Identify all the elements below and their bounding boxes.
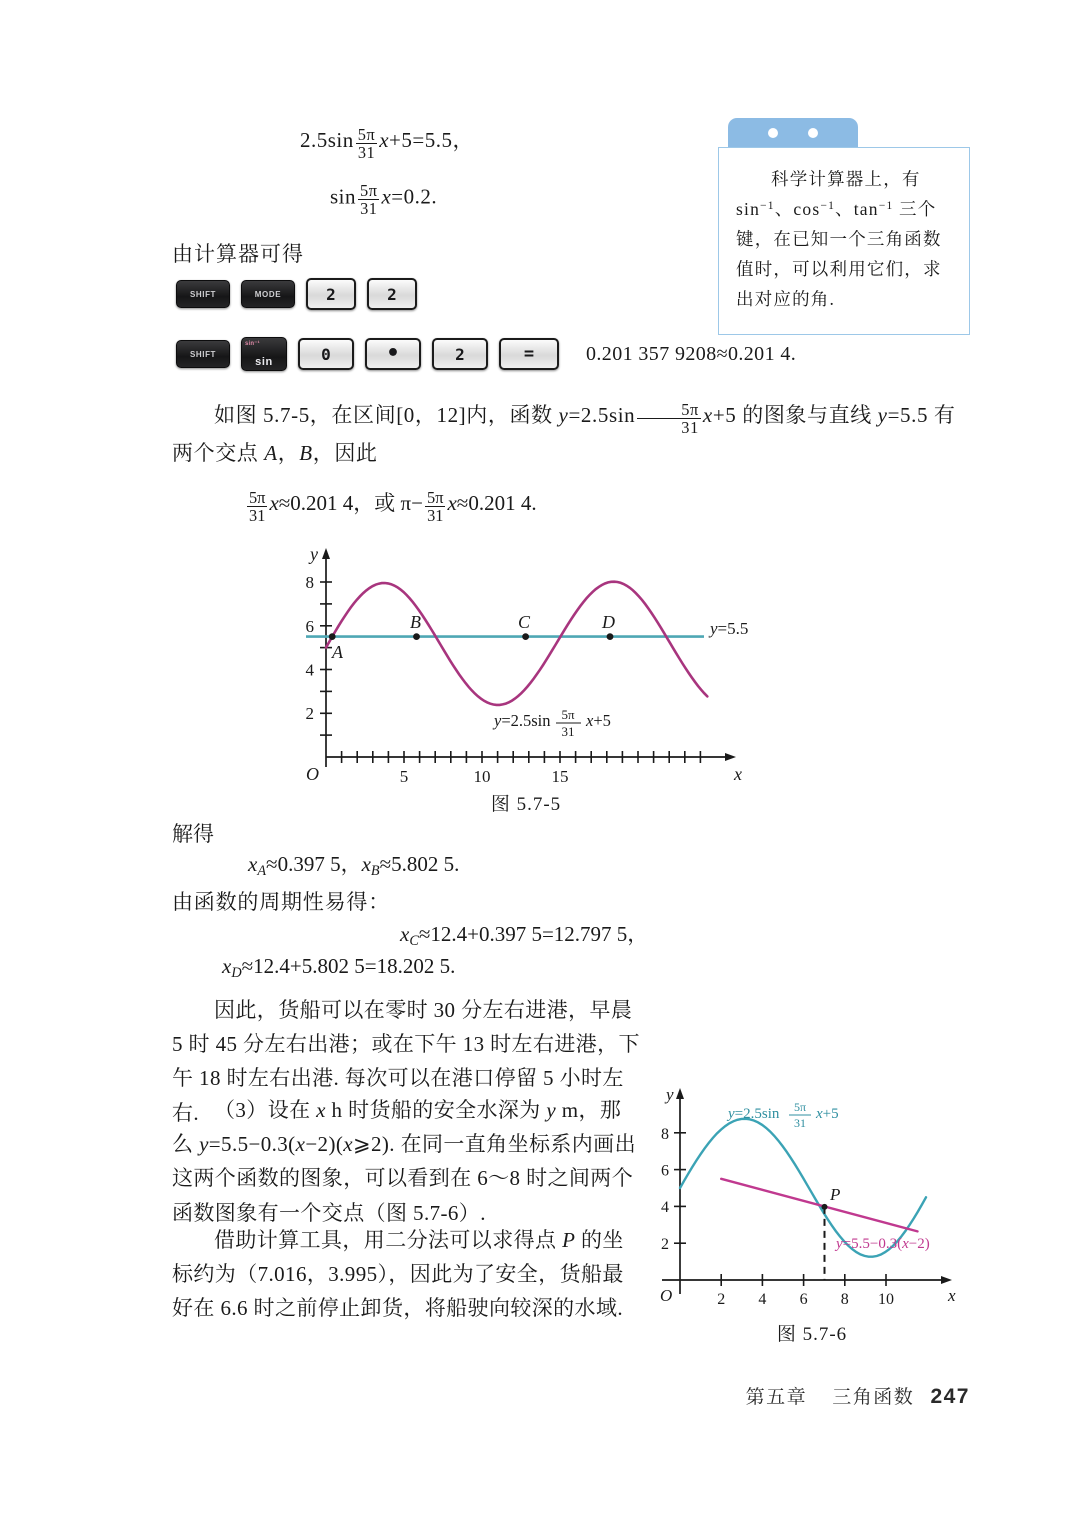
note-text: 科学计算器上，有 $\sin^{-1}$、$\cos^{-1}$、$\tan^{-1}$ 三个键，在已知一个三角函数值时，可以利用它们，求出对应的角.: [718, 147, 970, 335]
y-tick-4: 4: [661, 1199, 669, 1216]
x-tick-6: 6: [799, 1291, 808, 1308]
footer-page-number: 247: [930, 1385, 970, 1408]
equation-1: 2.5sin $\frac{5\pi}{31}$ x+5=5.5，: [300, 124, 474, 162]
equation-4: $x_A\approx 0.397$ 5，$x_B\approx 5.802$ 5.: [248, 852, 460, 879]
equation-6: $x_D\approx 12.4+5.802$ 5=18.202 5.: [222, 954, 456, 981]
x-tick-10: 10: [878, 1291, 894, 1308]
x-axis-label: x: [948, 1286, 956, 1305]
y-tick-2: 2: [305, 704, 314, 723]
shift-key: SHIFT: [176, 340, 230, 368]
label-C: C: [518, 612, 531, 632]
y-tick-6: 6: [661, 1162, 669, 1180]
calc-result-text: 0.201 357 9208≈0.201 4.: [586, 342, 797, 365]
x-tick-labels: [400, 767, 569, 782]
note-hole-dot: [768, 128, 778, 138]
x-axis-arrow: [725, 753, 736, 761]
y-axis-label: y: [310, 544, 318, 564]
x-tick-4: 4: [758, 1291, 767, 1308]
sine-curve: [326, 582, 707, 705]
calculator-key-row-1: [176, 278, 417, 310]
digit-2-key: 2: [306, 278, 356, 310]
sin-key: [241, 337, 287, 371]
label-y-equals-5-5: y=5.5: [710, 619, 749, 638]
svg-text:x+5: x+5: [586, 711, 611, 730]
figure-5-7-6-caption: 图 5.7-6: [776, 1324, 848, 1345]
y-tick-labels: [661, 1126, 669, 1253]
label-D: D: [602, 612, 615, 632]
paragraph-conclusion: 因此，货船可以在零时 30 分左右进港，早晨 5 时 45 分左右出港；或在下午 13 时左右进港，下午 18 时左右出港. 每次可以在港口停留 5 小时左右.: [172, 998, 640, 1125]
x-tick-10: 10: [473, 767, 491, 782]
x-axis-arrow: [941, 1276, 952, 1284]
equation-3: $\frac{5\pi}{31}$ x≈0.201 4，或 π− $\frac{5\pi}{31}$ x≈0.201 4.: [249, 487, 537, 525]
note-hole-dot: [808, 128, 818, 138]
paragraph-part-4: 借助计算工具，用二分法可以求得点 P 的坐标约为（7.016，3.995），因此为了安全，货船最好在 6.6 时之前停止卸货，将船驶向较深的水域.: [172, 1228, 624, 1321]
label-sine-formula: [726, 1100, 839, 1130]
point-C: [522, 633, 529, 640]
y-axis-label: y: [666, 1085, 674, 1104]
label-B: B: [410, 612, 421, 632]
svg-text:5π: 5π: [793, 1100, 807, 1114]
svg-text:y=2.5sin: y=2.5sin: [494, 711, 551, 730]
digit-0-key: 0: [298, 338, 354, 370]
line-safe-depth: [721, 1179, 917, 1232]
y-tick-labels: [306, 573, 315, 723]
sin-key-label: sin: [255, 356, 273, 368]
svg-text:5π: 5π: [561, 707, 575, 722]
figure-5-7-5-caption: 图 5.7-5: [490, 794, 562, 815]
footer-title: 三角函数: [832, 1387, 915, 1408]
y-tick-8: 8: [305, 573, 314, 592]
side-note-box: [718, 118, 970, 335]
digit-2-key: 2: [432, 338, 488, 370]
note-tab: [728, 118, 858, 148]
figure-5-7-6-svg: [652, 1082, 972, 1312]
shift-key: SHIFT: [176, 280, 230, 308]
x-tick-5: 5: [399, 767, 409, 782]
label-P: P: [830, 1185, 841, 1204]
footer-chapter: 第五章: [745, 1387, 808, 1408]
svg-text:31: 31: [794, 1116, 806, 1130]
digit-2-key: 2: [367, 278, 417, 310]
jiede-label: 解得: [172, 822, 214, 846]
y-axis-arrow: [676, 1088, 684, 1099]
point-A: [329, 633, 336, 640]
mode-key: MODE: [241, 280, 295, 308]
y-tick-6: 6: [305, 616, 314, 636]
x-tick-labels: [717, 1291, 894, 1308]
x-tick-2: 2: [717, 1291, 726, 1308]
svg-text:31: 31: [561, 724, 575, 739]
label-sine-formula: [492, 707, 611, 739]
figure-5-7-5: [296, 542, 756, 816]
point-D: [607, 633, 614, 640]
x-axis-label: x: [734, 764, 742, 782]
page-footer: [746, 1382, 970, 1409]
origin-label: O: [306, 764, 319, 782]
origin-label: O: [660, 1286, 673, 1305]
y-tick-2: 2: [661, 1236, 669, 1253]
figure-5-7-5-svg: [296, 542, 756, 782]
equation-5: $x_C\approx 12.4+0.397$ 5=12.797 5，: [400, 922, 649, 949]
x-tick-8: 8: [840, 1291, 849, 1308]
label-line-formula: y=5.5−0.3(x−2): [836, 1236, 930, 1252]
svg-text:y=2.5sin: y=2.5sin: [728, 1106, 780, 1122]
equals-key: =: [499, 338, 559, 370]
y-axis-arrow: [322, 548, 330, 559]
periodicity-label: 由函数的周期性易得：: [172, 890, 390, 914]
svg-text:x+5: x+5: [816, 1106, 839, 1122]
equation-2: sin $\frac{5\pi}{31}$ x=0.2.: [330, 181, 438, 219]
point-P: [822, 1204, 828, 1210]
calculator-key-row-2: [176, 337, 796, 371]
figure-5-7-6: [652, 1082, 972, 1346]
paragraph-figure-5-7-5: 如图 5.7-5，在区间[0，12]内，函数 y=2.5sin $\frac{5\pi}{31}$ x+5 的图象与直线 y=5.5 有两个交点 A，B，因此: [172, 399, 956, 466]
sin-inverse-label: sin⁻¹: [245, 341, 260, 347]
decimal-point-key: •: [365, 338, 421, 370]
y-tick-8: 8: [661, 1126, 669, 1143]
x-tick-15: 15: [551, 767, 569, 782]
point-B: [413, 633, 420, 640]
label-A: A: [332, 642, 343, 662]
y-tick-4: 4: [305, 660, 314, 680]
paragraph-part-3: （3）设在 x h 时货船的安全水深为 y m，那么 y=5.5−0.3(x−2)(x⩾2). 在同一直角坐标系内画出这两个函数的图象，可以看到在 6～8 时之间两个函数图象有一个交点（图 5.7-6）.: [172, 1098, 636, 1225]
calc-lead-text: 由计算器可得: [172, 242, 304, 266]
